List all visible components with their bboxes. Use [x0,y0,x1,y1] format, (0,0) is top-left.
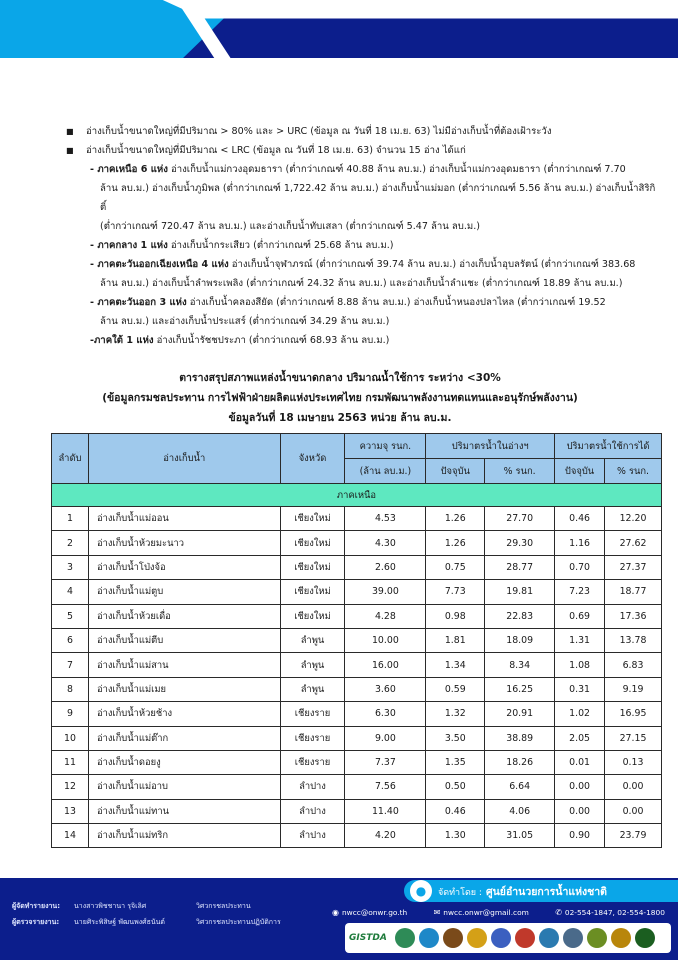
cell-current: 1.26 [426,507,485,531]
cell-current: 1.34 [426,653,485,677]
summary-bullets [66,122,656,350]
table-titles [80,368,600,428]
header-usable-pct: % รนก. [605,459,662,484]
reviewer-name: นายศิระพิสิษฐ์ พัฒนพงศ์ธนันต์ [74,918,165,926]
cell-pct: 16.25 [485,677,555,701]
header-usable: ปริมาตรน้ำใช้การได้ [555,434,662,459]
bullet-urc-text: อ่างเก็บน้ำขนาดใหญ่ที่มีปริมาณ > 80% และ > URC (ข้อมูล ณ วันที่ 18 เม.ย. 63) ไม่มีอ่างเก็บน้ำที่ต้องเฝ้าระวัง [86,126,552,137]
cell-pct: 19.81 [485,580,555,604]
cell-capacity: 4.20 [345,824,426,848]
cell-no: 12 [52,775,89,799]
bullet-urc [66,122,656,141]
cell-usable-pct: 16.95 [605,702,662,726]
cell-no: 13 [52,799,89,823]
cell-pct: 8.34 [485,653,555,677]
cell-capacity: 39.00 [345,580,426,604]
cell-province: เชียงใหม่ [280,555,345,579]
cell-capacity: 10.00 [345,628,426,652]
cell-no: 5 [52,604,89,628]
cell-usable-pct: 18.77 [605,580,662,604]
cell-name: อ่างเก็บน้ำดอยงู [88,750,280,774]
cell-name: อ่างเก็บน้ำโป่งจ้อ [88,555,280,579]
cell-capacity: 3.60 [345,677,426,701]
cell-province: เชียงราย [280,750,345,774]
header-no: ลำดับ [52,434,89,484]
region-north-text1: อ่างเก็บน้ำแม่กวงอุดมธารา (ต่ำกว่าเกณฑ์ 40.88 ล้าน ลบ.ม.) อ่างเก็บน้ำแม่กวงอุดมธารา (ต่ำกว่าเกณฑ์ 7.70 [167,164,626,175]
cell-usable-pct: 6.83 [605,653,662,677]
header-usable-current: ปัจจุบัน [555,459,605,484]
cell-no: 11 [52,750,89,774]
cell-province: ลำพูน [280,677,345,701]
cell-name: อ่างเก็บน้ำห้วยเดื่อ [88,604,280,628]
cell-capacity: 16.00 [345,653,426,677]
cell-no: 14 [52,824,89,848]
region-east-lead: - ภาคตะวันออก 3 แห่ง [90,297,187,308]
cell-usable-current: 0.00 [555,799,605,823]
region-north-text2: ล้าน ลบ.ม.) อ่างเก็บน้ำภูมิพล (ต่ำกว่าเกณฑ์ 1,722.42 ล้าน ลบ.ม.) อ่างเก็บน้ำแม่มอก (ต่ำกว่าเกณฑ์ 5.56 ล้าน ลบ.ม.) อ่างเก็บน้ำสิริกิติ์ [100,183,656,213]
cell-current: 3.50 [426,726,485,750]
cell-usable-pct: 13.78 [605,628,662,652]
cell-pct: 18.26 [485,750,555,774]
table-row [52,750,662,774]
cell-current: 0.98 [426,604,485,628]
region-east [66,293,656,312]
cell-usable-pct: 17.36 [605,604,662,628]
phone-icon: ✆ [555,908,562,917]
contact-email2[interactable] [434,908,541,917]
cell-current: 1.26 [426,531,485,555]
bullet-lrc [66,141,656,160]
cell-province: เชียงใหม่ [280,580,345,604]
cell-no: 10 [52,726,89,750]
partner-logo-icon [563,928,583,948]
header-pct: % รนก. [485,459,555,484]
cell-usable-pct: 9.19 [605,677,662,701]
table-row [52,628,662,652]
cell-province: เชียงใหม่ [280,604,345,628]
cell-pct: 38.89 [485,726,555,750]
cell-usable-current: 0.31 [555,677,605,701]
region-northeast [66,255,656,274]
region-north-lead: - ภาคเหนือ 6 แห่ง [90,164,168,175]
cell-province: ลำปาง [280,799,345,823]
cell-capacity: 6.30 [345,702,426,726]
header-current: ปัจจุบัน [426,459,485,484]
cell-current: 1.81 [426,628,485,652]
cell-usable-pct: 27.37 [605,555,662,579]
table-row [52,555,662,579]
table-title: ตารางสรุปสภาพแหล่งน้ำขนาดกลาง ปริมาณน้ำใช้การ ระหว่าง <30% [179,372,501,384]
footer-people [12,898,316,930]
cell-usable-current: 1.02 [555,702,605,726]
header-in-reservoir: ปริมาตรน้ำในอ่างฯ [426,434,555,459]
email1-text: nwcc@onwr.go.th [341,908,408,917]
table-row [52,604,662,628]
cell-usable-current: 2.05 [555,726,605,750]
region-central-text1: อ่างเก็บน้ำกระเสียว (ต่ำกว่าเกณฑ์ 25.68 ล้าน ลบ.ม.) [167,240,394,251]
region-south [66,331,656,350]
cell-usable-current: 0.90 [555,824,605,848]
phone-text: 02-554-1847, 02-554-1800 [564,908,665,917]
cell-pct: 18.09 [485,628,555,652]
cell-pct: 31.05 [485,824,555,848]
table-source: (ข้อมูลกรมชลประทาน การไฟฟ้าฝ่ายผลิตแห่งประเทศไทย กรมพัฒนาพลังงานทดแทนและอนุรักษ์พลังงาน) [102,392,578,404]
reservoir-table [51,433,662,848]
email2-text: nwcc.onwr@gmail.com [443,908,529,917]
cell-name: อ่างเก็บน้ำแม่ทาน [88,799,280,823]
cell-usable-current: 1.08 [555,653,605,677]
cell-province: ลำพูน [280,653,345,677]
table-date: ข้อมูลวันที่ 18 เมษายน 2563 หน่วย ล้าน ลบ.ม. [228,412,452,424]
cell-no: 1 [52,507,89,531]
cell-current: 0.59 [426,677,485,701]
cell-capacity: 9.00 [345,726,426,750]
cell-pct: 4.06 [485,799,555,823]
region-central-lead: - ภาคกลาง 1 แห่ง [90,240,168,251]
preparer-role: วิศวกรชลประทาน [196,902,251,910]
cell-name: อ่างเก็บน้ำแม่ต๊าก [88,726,280,750]
cell-capacity: 11.40 [345,799,426,823]
cell-usable-current: 0.01 [555,750,605,774]
cell-pct: 27.70 [485,507,555,531]
cell-province: ลำพูน [280,628,345,652]
gistda-logo: GISTDA [349,933,387,943]
cell-pct: 20.91 [485,702,555,726]
cell-name: อ่างเก็บน้ำแม่ตูบ [88,580,280,604]
cell-name: อ่างเก็บน้ำแม่อาบ [88,775,280,799]
region-north-text3: (ต่ำกว่าเกณฑ์ 720.47 ล้าน ลบ.ม.) และอ่างเก็บน้ำทับเสลา (ต่ำกว่าเกณฑ์ 5.47 ล้าน ลบ.ม.) [100,221,481,232]
partner-logo-icon [419,928,439,948]
region-northeast-text2: ล้าน ลบ.ม.) อ่างเก็บน้ำลำพระเพลิง (ต่ำกว่าเกณฑ์ 24.32 ล้าน ลบ.ม.) และอ่างเก็บน้ำลำแชะ (ต่ำกว่าเกณฑ์ 18.89 ล้าน ลบ.ม.) [100,278,623,289]
cell-no: 7 [52,653,89,677]
cell-usable-pct: 12.20 [605,507,662,531]
cell-usable-pct: 27.62 [605,531,662,555]
partner-logo-icon [515,928,535,948]
table-row [52,702,662,726]
cell-pct: 22.83 [485,604,555,628]
cell-capacity: 4.30 [345,531,426,555]
table-row [52,531,662,555]
table-row [52,824,662,848]
cell-province: เชียงราย [280,702,345,726]
table-row [52,799,662,823]
region-north [66,160,656,179]
region-south-text1: อ่างเก็บน้ำรัชชประภา (ต่ำกว่าเกณฑ์ 68.93 ล้าน ลบ.ม.) [153,335,390,346]
cell-capacity: 7.56 [345,775,426,799]
cell-current: 0.75 [426,555,485,579]
cell-name: อ่างเก็บน้ำแม่ทริก [88,824,280,848]
header-capacity: ความจุ รนก. [345,434,426,459]
footer-contact [332,908,678,917]
cell-pct: 29.30 [485,531,555,555]
region-row [52,484,662,507]
region-label: ภาคเหนือ [52,484,662,507]
by-label: จัดทำโดย : [438,888,482,898]
region-east-text1: อ่างเก็บน้ำคลองสียัด (ต่ำกว่าเกณฑ์ 8.88 ล้าน ลบ.ม.) อ่างเก็บน้ำหนองปลาไหล (ต่ำกว่าเกณฑ์ 19.52 [186,297,606,308]
cell-capacity: 4.28 [345,604,426,628]
cell-no: 8 [52,677,89,701]
cell-current: 7.73 [426,580,485,604]
partner-logo-icon [491,928,511,948]
cell-name: อ่างเก็บน้ำแม่ตีบ [88,628,280,652]
cell-usable-current: 0.69 [555,604,605,628]
region-central [66,236,656,255]
table-row [52,580,662,604]
cell-usable-current: 1.31 [555,628,605,652]
partner-logo-icon [587,928,607,948]
region-east-text2: ล้าน ลบ.ม.) และอ่างเก็บน้ำประแสร์ (ต่ำกว่าเกณฑ์ 34.29 ล้าน ลบ.ม.) [100,316,390,327]
cell-no: 3 [52,555,89,579]
reviewer-row [12,914,316,930]
region-south-lead: -ภาคใต้ 1 แห่ง [90,335,154,346]
partner-logo-icon [635,928,655,948]
square-bullet-icon: ■ [66,127,74,136]
contact-email1[interactable] [332,908,419,917]
header-province: จังหวัด [280,434,345,484]
cell-current: 0.50 [426,775,485,799]
cell-usable-current: 1.16 [555,531,605,555]
cell-current: 1.30 [426,824,485,848]
cell-usable-current: 7.23 [555,580,605,604]
cell-current: 0.46 [426,799,485,823]
square-bullet-icon: ■ [66,146,74,155]
org-title: ศูนย์อำนวยการน้ำแห่งชาติ [485,886,608,898]
cell-usable-pct: 0.00 [605,799,662,823]
cell-name: อ่างเก็บน้ำแม่ออน [88,507,280,531]
preparer-label: ผู้จัดทำรายงาน: [12,902,61,910]
partner-logo-icon [443,928,463,948]
partner-logo-icon [539,928,559,948]
preparer-row [12,898,316,914]
header-name: อ่างเก็บน้ำ [88,434,280,484]
partner-logo-icon [611,928,631,948]
region-northeast-text1: อ่างเก็บน้ำจุฬาภรณ์ (ต่ำกว่าเกณฑ์ 39.74 ล้าน ลบ.ม.) อ่างเก็บน้ำอุบลรัตน์ (ต่ำกว่าเกณฑ์ 383.68 [228,259,636,270]
cell-pct: 6.64 [485,775,555,799]
cell-usable-pct: 23.79 [605,824,662,848]
cell-capacity: 2.60 [345,555,426,579]
reviewer-label: ผู้ตรวจรายงาน: [12,918,60,926]
cell-province: เชียงใหม่ [280,531,345,555]
cell-capacity: 4.53 [345,507,426,531]
table-row [52,507,662,531]
cell-capacity: 7.37 [345,750,426,774]
table-row [52,726,662,750]
preparer-name: นางสาวพิชชานา รุจิเลิศ [74,902,147,910]
cell-usable-pct: 0.00 [605,775,662,799]
cell-no: 4 [52,580,89,604]
cell-usable-current: 0.70 [555,555,605,579]
globe-icon: ◉ [332,908,339,917]
cell-province: เชียงราย [280,726,345,750]
cell-usable-pct: 0.13 [605,750,662,774]
cell-pct: 28.77 [485,555,555,579]
cell-no: 9 [52,702,89,726]
cell-no: 2 [52,531,89,555]
cell-no: 6 [52,628,89,652]
table-row [52,677,662,701]
reviewer-role: วิศวกรชลประทานปฏิบัติการ [196,918,281,926]
header-capacity-unit: (ล้าน ลบ.ม.) [345,459,426,484]
cell-province: ลำปาง [280,775,345,799]
cell-usable-pct: 27.15 [605,726,662,750]
org-name [438,883,607,900]
mail-icon: ✉ [433,908,441,917]
partner-logo-icon [395,928,415,948]
partner-logo-icon [467,928,487,948]
cell-name: อ่างเก็บน้ำแม่สาน [88,653,280,677]
cell-name: อ่างเก็บน้ำห้วยมะนาว [88,531,280,555]
cell-name: อ่างเก็บน้ำห้วยช้าง [88,702,280,726]
cell-current: 1.35 [426,750,485,774]
water-drop-icon: ● [410,880,432,902]
cell-current: 1.32 [426,702,485,726]
cell-usable-current: 0.00 [555,775,605,799]
partner-logos [345,923,671,953]
cell-usable-current: 0.46 [555,507,605,531]
contact-phone[interactable] [555,908,677,917]
cell-province: เชียงใหม่ [280,507,345,531]
cell-name: อ่างเก็บน้ำแม่เมย [88,677,280,701]
footer [0,878,678,960]
bullet-lrc-text: อ่างเก็บน้ำขนาดใหญ่ที่มีปริมาณ < LRC (ข้อมูล ณ วันที่ 18 เม.ย. 63) จำนวน 15 อ่าง ได้แก่ [86,145,466,156]
top-banner [0,0,678,58]
table-row [52,653,662,677]
table-row [52,775,662,799]
cell-province: ลำปาง [280,824,345,848]
region-northeast-lead: - ภาคตะวันออกเฉียงเหนือ 4 แห่ง [90,259,229,270]
